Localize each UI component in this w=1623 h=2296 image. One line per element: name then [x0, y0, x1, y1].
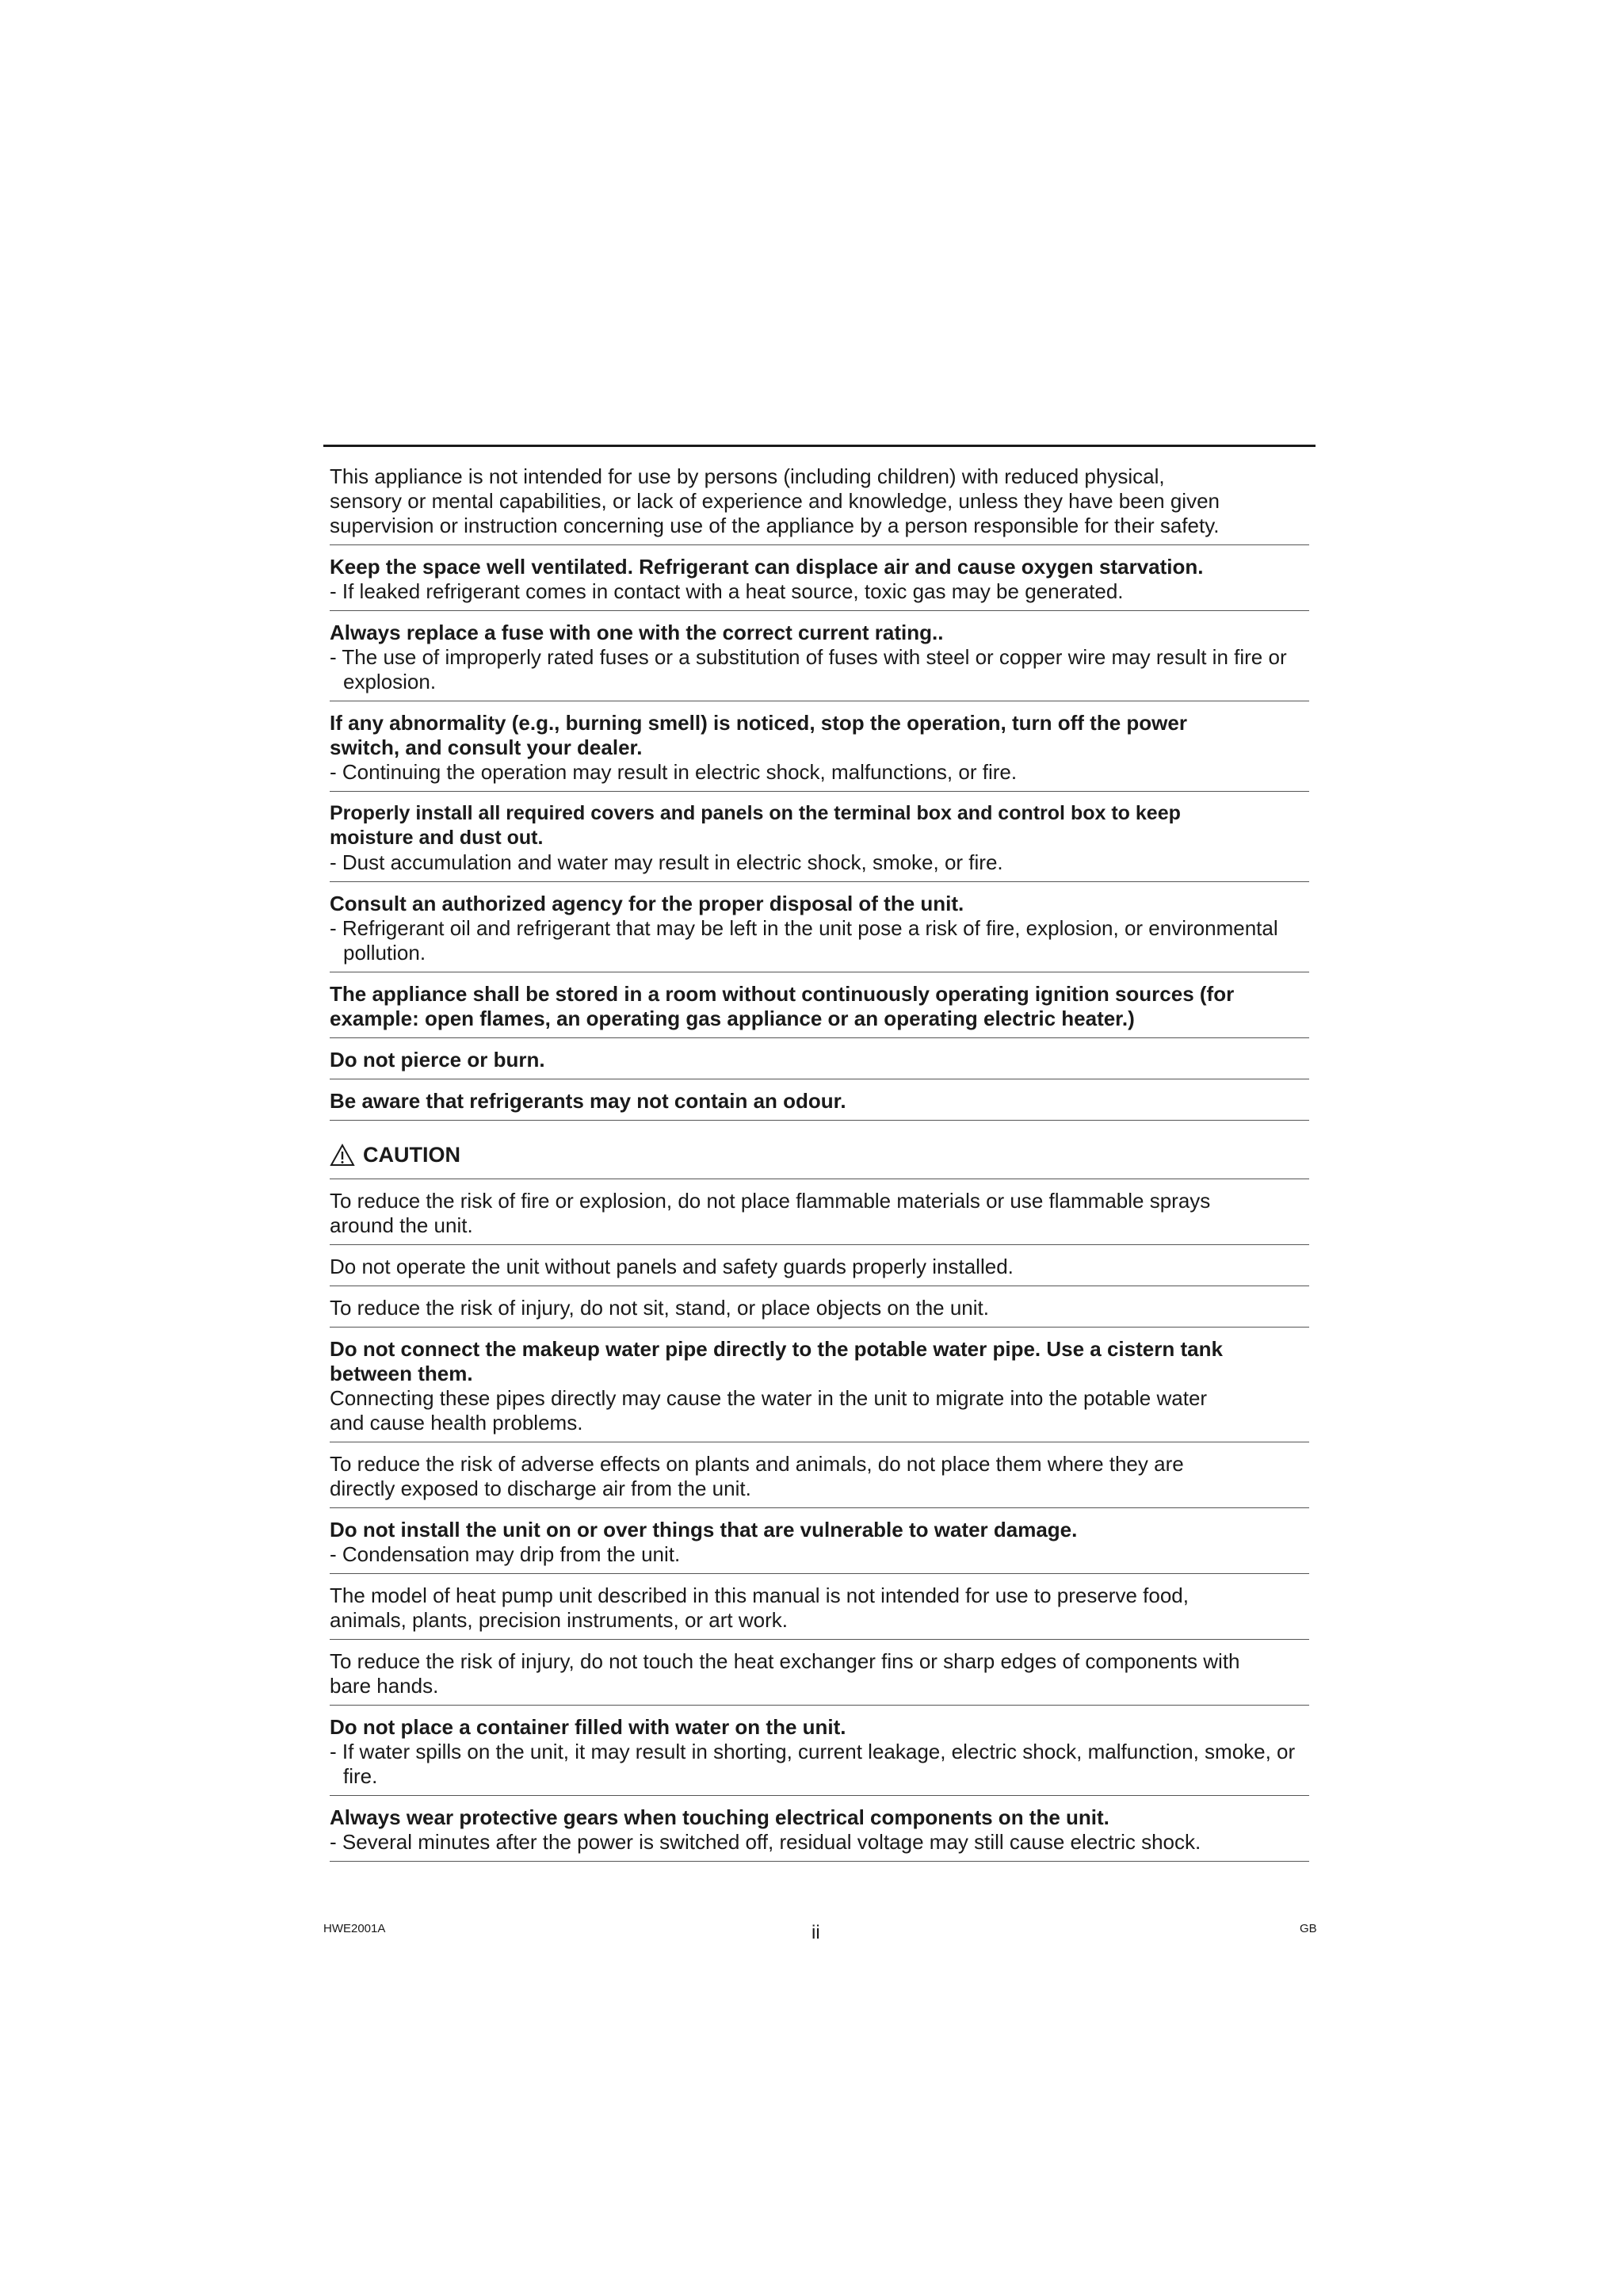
caution-item: [330, 1706, 1309, 1796]
item-heading: The appliance shall be stored in a room without continuously operating ignition sources (for: [330, 982, 1235, 1006]
item-note: - Continuing the operation may result in electric shock, malfunctions, or fire.: [330, 760, 1018, 784]
body-line: To reduce the risk of injury, do not sit, stand, or place objects on the unit.: [330, 1296, 989, 1320]
item-heading: Keep the space well ventilated. Refrigerant can displace air and cause oxygen starvation.: [330, 555, 1204, 579]
body-line: sensory or mental capabilities, or lack of experience and knowledge, unless they have been given: [330, 489, 1220, 513]
body-line: Do not operate the unit without panels and safety guards properly installed.: [330, 1255, 1014, 1278]
body-line: around the unit.: [330, 1213, 473, 1237]
language-code: GB: [1300, 1922, 1317, 1935]
item-heading: switch, and consult your dealer.: [330, 735, 643, 759]
caution-item: [330, 1796, 1309, 1862]
item-heading: moisture and dust out.: [330, 827, 544, 849]
caution-item: [330, 1286, 1309, 1328]
body-line: This appliance is not intended for use by persons (including children) with reduced physical,: [330, 464, 1165, 488]
caution-item: [330, 1574, 1309, 1640]
top-rule: [323, 445, 1316, 447]
item-heading: Be aware that refrigerants may not contain an odour.: [330, 1089, 846, 1113]
warning-item: [330, 464, 1309, 545]
caution-item: [330, 1179, 1309, 1245]
caution-item: [330, 1442, 1309, 1508]
item-heading: Do not install the unit on or over things that are vulnerable to water damage.: [330, 1518, 1078, 1541]
item-heading: Do not connect the makeup water pipe directly to the potable water pipe. Use a cistern tank: [330, 1337, 1223, 1361]
warning-item: [330, 972, 1309, 1038]
page-number: ii: [812, 1922, 820, 1943]
item-heading: Properly install all required covers and panels on the terminal box and control box to keep: [330, 802, 1181, 824]
body-line: To reduce the risk of fire or explosion, do not place flammable materials or use flammable sprays: [330, 1189, 1211, 1213]
document-code: HWE2001A: [323, 1922, 386, 1935]
warning-item: [330, 882, 1309, 972]
body-line: To reduce the risk of adverse effects on plants and animals, do not place them where they are: [330, 1452, 1184, 1476]
item-note: - Dust accumulation and water may result in electric shock, smoke, or fire.: [330, 850, 1003, 874]
body-line: supervision or instruction concerning use of the appliance by a person responsible for their safety.: [330, 514, 1220, 537]
item-heading: Do not pierce or burn.: [330, 1048, 545, 1072]
item-note: - The use of improperly rated fuses or a substitution of fuses with steel or copper wire may result in fire or explosion.: [330, 645, 1287, 693]
item-note: - If water spills on the unit, it may result in shorting, current leakage, electric shock, malfunction, smoke, or fire.: [330, 1740, 1296, 1788]
warning-item: [330, 1079, 1309, 1121]
item-note: - Refrigerant oil and refrigerant that may be left in the unit pose a risk of fire, explosion, or environmental pollution.: [330, 916, 1278, 965]
safety-content: [330, 464, 1309, 1862]
item-heading: Always wear protective gears when touching electrical components on the unit.: [330, 1805, 1109, 1829]
warning-item: [330, 701, 1309, 792]
caution-heading: [330, 1121, 1309, 1179]
item-heading: Always replace a fuse with one with the correct current rating..: [330, 621, 944, 644]
body-line: Connecting these pipes directly may cause the water in the unit to migrate into the potable water: [330, 1386, 1208, 1410]
warning-item: [330, 792, 1309, 882]
warning-item: [330, 1038, 1309, 1079]
caution-item: [330, 1328, 1309, 1442]
item-note: - Several minutes after the power is switched off, residual voltage may still cause electric shock.: [330, 1830, 1201, 1854]
item-heading: Do not place a container filled with water on the unit.: [330, 1715, 846, 1739]
item-note: - Condensation may drip from the unit.: [330, 1542, 681, 1566]
body-line: The model of heat pump unit described in this manual is not intended for use to preserve food,: [330, 1584, 1189, 1607]
warning-item: [330, 611, 1309, 701]
item-heading: If any abnormality (e.g., burning smell) is noticed, stop the operation, turn off the power: [330, 711, 1187, 735]
caution-item: [330, 1640, 1309, 1706]
body-line: bare hands.: [330, 1674, 439, 1698]
item-heading: between them.: [330, 1362, 473, 1385]
warning-item: [330, 545, 1309, 611]
item-heading: example: open flames, an operating gas appliance or an operating electric heater.): [330, 1007, 1135, 1030]
body-line: and cause health problems.: [330, 1411, 583, 1435]
body-line: To reduce the risk of injury, do not touch the heat exchanger fins or sharp edges of components with: [330, 1649, 1240, 1673]
caution-item: [330, 1508, 1309, 1574]
caution-item: [330, 1245, 1309, 1286]
body-line: animals, plants, precision instruments, or art work.: [330, 1608, 788, 1632]
caution-label: CAUTION: [363, 1143, 460, 1167]
item-heading: Consult an authorized agency for the proper disposal of the unit.: [330, 892, 964, 915]
warning-triangle-icon: [330, 1144, 355, 1167]
item-note: - If leaked refrigerant comes in contact with a heat source, toxic gas may be generated.: [330, 579, 1124, 603]
body-line: directly exposed to discharge air from the unit.: [330, 1477, 751, 1500]
